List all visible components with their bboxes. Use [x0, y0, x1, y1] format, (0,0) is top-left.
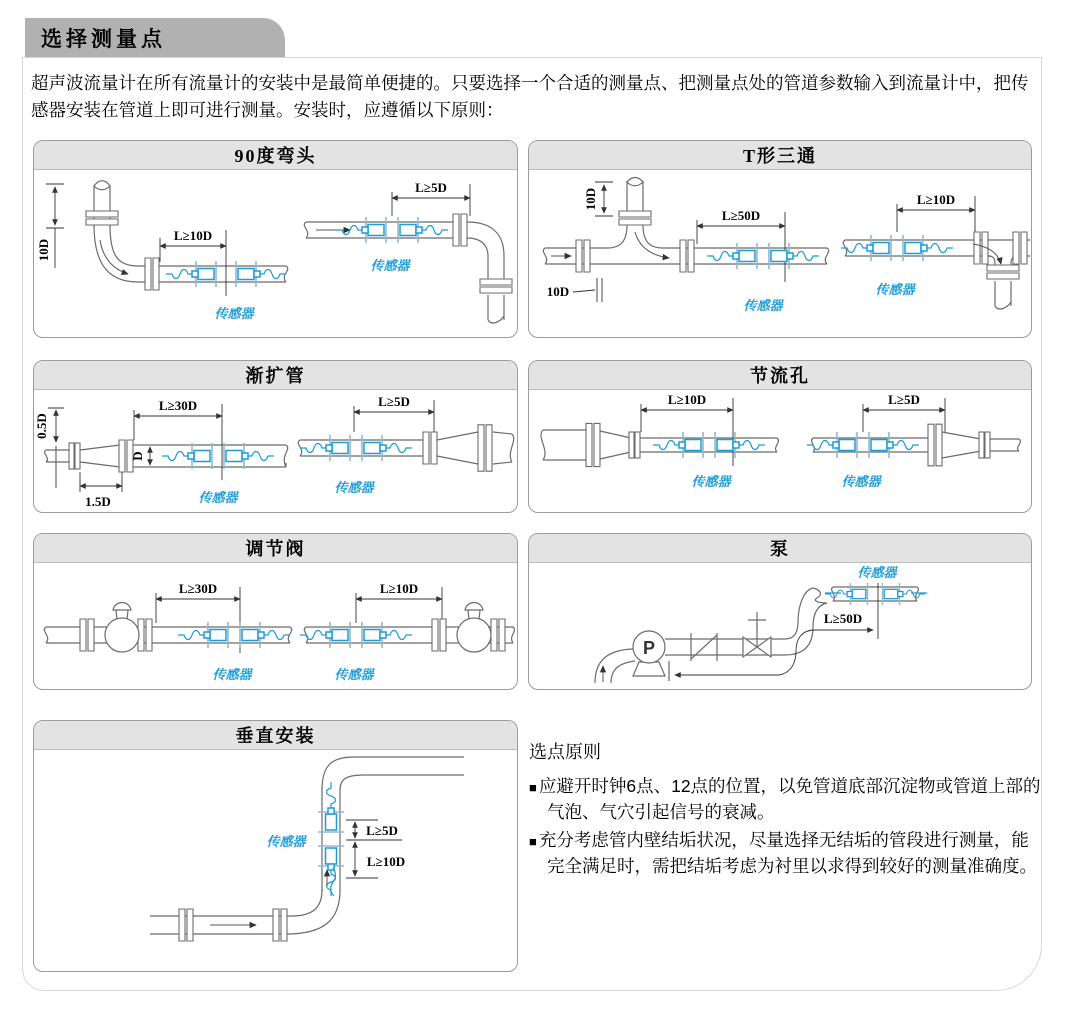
control-valve: [105, 603, 139, 653]
sensor-label: 传感器: [334, 480, 374, 495]
dim-upstream-label: L≥30D: [158, 398, 198, 413]
vertical-dims: [346, 820, 405, 878]
page-title: 选择测量点: [41, 28, 166, 51]
principle-item: [529, 828, 1041, 879]
elbow-right-diagram: [304, 180, 512, 323]
panel-pump: [528, 533, 1032, 690]
panel-pump-title: 泵: [529, 534, 1031, 563]
sensor-pair: [653, 432, 765, 458]
expander-left-diagram: [34, 398, 288, 509]
bullet-square-icon: ■: [529, 780, 537, 795]
valve-diagram: [34, 563, 517, 690]
gate-valve: [743, 612, 771, 657]
dim-diameter-label: D: [130, 451, 145, 461]
panel-tee-title: T形三通: [529, 141, 1031, 170]
sensor-label: 传感器: [198, 490, 238, 505]
expander-diagram: [34, 390, 517, 513]
dim-upstream-label: L≥10D: [667, 392, 707, 407]
panel-tee: [528, 140, 1032, 338]
dim-downstream-label: L≥5D: [888, 392, 920, 407]
dim-top-label: L≥5D: [366, 823, 398, 838]
panel-elbow: [33, 140, 518, 338]
dim-branch-label: 10D: [583, 187, 598, 211]
sensor-label: 传感器: [266, 834, 306, 849]
dim-bottom-label: L≥10D: [366, 854, 406, 869]
expander-right-diagram: [298, 394, 513, 495]
principle-item: [529, 774, 1041, 825]
vertical-diagram: [34, 750, 517, 972]
sensor-label: 传感器: [875, 282, 915, 297]
sensor-pair: [841, 235, 953, 261]
panel-vertical-title: 垂直安装: [34, 721, 517, 750]
dim-upstream-label: L≥50D: [823, 611, 863, 626]
sensor-label: 传感器: [370, 258, 410, 273]
section-tab: [25, 18, 285, 58]
dim-upstream-label: L≥50D: [721, 208, 761, 223]
dim-downstream-label: L≥5D: [378, 394, 410, 409]
orifice-diagram: [529, 390, 1031, 513]
principle-text: 应避开时钟6点、12点的位置，以免管道底部沉淀物或管道上部的气泡、气穴引起信号的衰减。: [538, 776, 1041, 822]
panel-valve: [33, 533, 518, 690]
elbow-diagram: [34, 170, 517, 338]
pump-letter: P: [642, 638, 656, 658]
principle-text: 充分考虑管内壁结垢状况，尽量选择无结垢的管段进行测量，能完全满足时，需把结垢考虑为衬里以求得到较好的测量准确度。: [538, 830, 1037, 876]
valve-left-diagram: [44, 581, 291, 682]
vertical-sensors: [266, 782, 344, 896]
sensor-label: 传感器: [743, 298, 783, 313]
panel-expander: [33, 360, 518, 513]
sensor-label: 传感器: [212, 667, 252, 682]
sensor-pair: [707, 243, 819, 269]
sensor-pair: [336, 217, 448, 243]
elbow-left-diagram: [36, 181, 288, 321]
valve-right-diagram: [300, 581, 514, 682]
sensor-label: 传感器: [857, 565, 897, 580]
sensor-pair: [825, 583, 925, 605]
orifice-right-diagram: [807, 392, 1020, 489]
principles-block: [529, 740, 1041, 882]
dim-downstream-label: L≥10D: [379, 581, 419, 596]
dim-half-label: 0.5D: [34, 413, 49, 439]
principles-heading: 选点原则: [529, 742, 601, 762]
dim-upstream-label: L≥30D: [178, 581, 218, 596]
sensor-pair: [178, 622, 290, 648]
pump-assembly: [595, 588, 827, 683]
panel-valve-title: 调节阀: [34, 534, 517, 563]
tee-diagram: [529, 170, 1031, 338]
panel-vertical: [33, 720, 518, 972]
bullet-square-icon: ■: [529, 834, 537, 849]
dim-10d-vertical: 10D: [36, 238, 51, 262]
vertical-pipe-run: [150, 757, 464, 941]
orifice-left-diagram: [541, 392, 778, 489]
control-valve: [457, 603, 491, 653]
dim-downstream-label: L≥5D: [415, 180, 447, 195]
sensor-label: 传感器: [691, 474, 731, 489]
sensor-pair: [300, 435, 412, 461]
check-valve: [691, 633, 717, 661]
dim-offset-label: 10D: [546, 284, 570, 299]
tee-right-diagram: [841, 192, 1030, 309]
panel-orifice: [528, 360, 1032, 513]
dim-downstream-label: L≥10D: [916, 192, 956, 207]
panel-elbow-title: 90度弯头: [34, 141, 517, 170]
sensor-pair: [300, 622, 412, 648]
dim-len-label: 1.5D: [85, 494, 111, 509]
sensor-label: 传感器: [334, 667, 374, 682]
dim-upstream-label: L≥10D: [173, 228, 213, 243]
sensor-label: 传感器: [841, 474, 881, 489]
sensor-label: 传感器: [214, 306, 254, 321]
intro-text: 超声波流量计在所有流量计的安装中是最简单便捷的。只要选择一个合适的测量点、把测量点处的管道参数输入到流量计中，把传感器安装在管道上即可进行测量。安装时，应遵循以下原则：: [31, 73, 1029, 120]
tee-left-diagram: [543, 178, 828, 314]
panel-orifice-title: 节流孔: [529, 361, 1031, 390]
panel-expander-title: 渐扩管: [34, 361, 517, 390]
sensor-pair: [807, 432, 919, 458]
pump-diagram: [529, 563, 1031, 690]
sensor-pair: [162, 443, 274, 469]
